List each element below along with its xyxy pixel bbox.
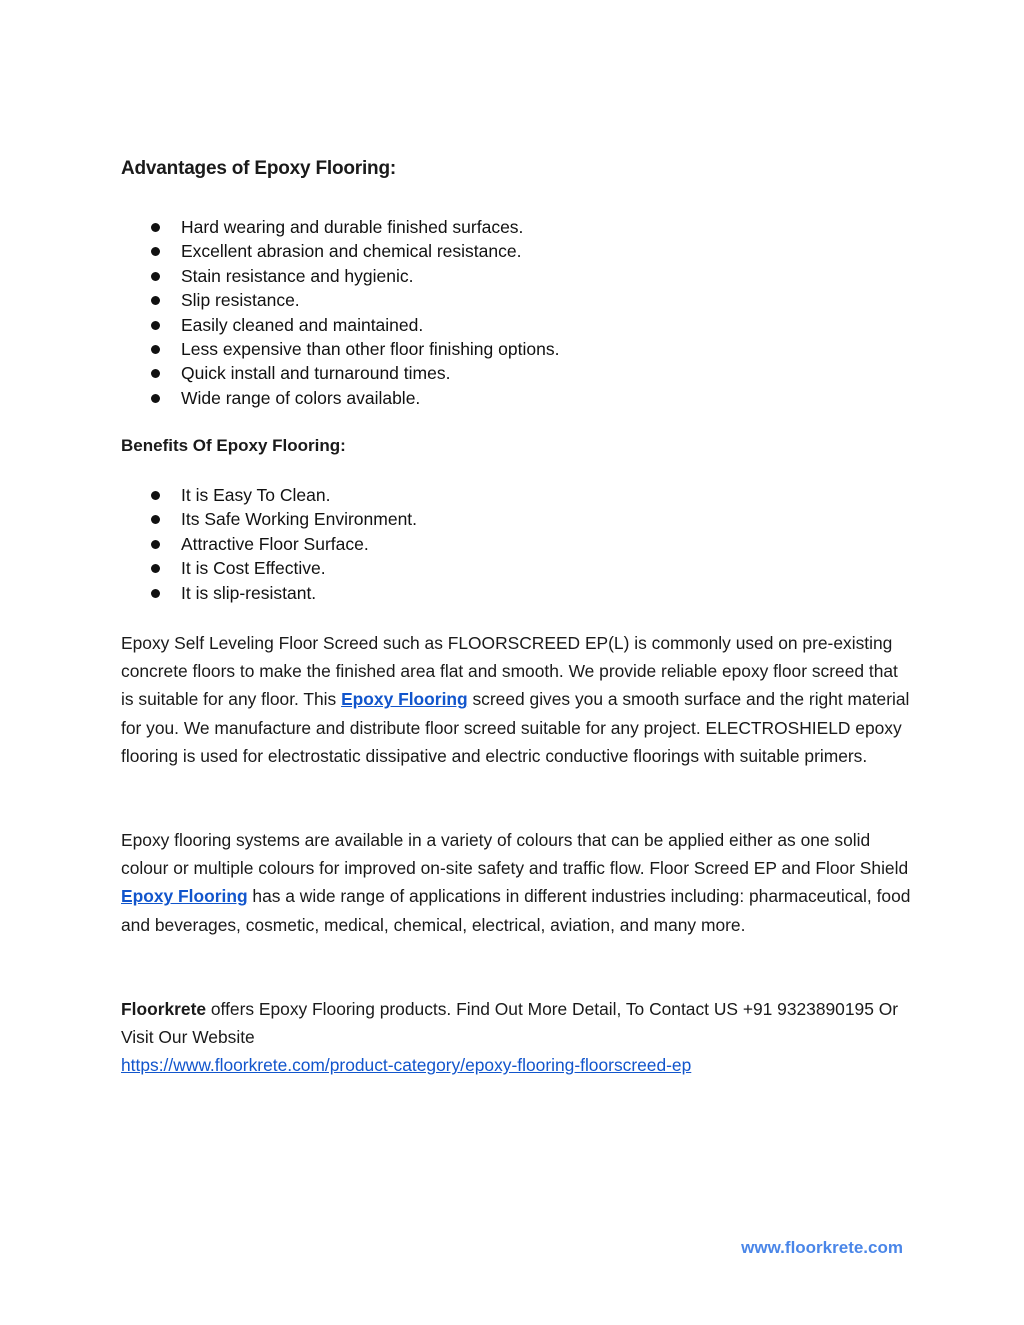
bullet-icon (151, 247, 160, 256)
list-item: Easily cleaned and maintained. (121, 313, 559, 337)
list-item: Quick install and turnaround times. (121, 361, 559, 385)
bullet-icon (151, 394, 160, 403)
colours-paragraph: Epoxy flooring systems are available in a variety of colours that can be applied either as one solid colour or multiple colours for improved on-site safety and traffic flow. Floor Screed EP and Floor Shield Epoxy Flooring has a wide range of applications in different industries including: pharmaceutical, food and beverages, cosmetic, medical, chemical, electrical, aviation, and many more. (121, 830, 911, 935)
contact-paragraph: Floorkrete offers Epoxy Flooring products. Find Out More Detail, To Contact US +91 9323890195 Or Visit Our Website https://www.floorkrete.com/product-category/epoxy-flooring-floorscreed-ep (121, 999, 899, 1076)
bullet-icon (151, 369, 160, 378)
list-item: Excellent abrasion and chemical resistance. (121, 239, 559, 263)
bullet-icon (151, 540, 160, 549)
screed-paragraph: Epoxy Self Leveling Floor Screed such as FLOORSCREED EP(L) is commonly used on pre-existing concrete floors to make the finished area flat and smooth. We provide reliable epoxy floor screed that is suitable for any floor. This Epoxy Flooring screed gives you a smooth surface and the right material for you. We manufacture and distribute floor screed suitable for any project. ELECTROSHIELD epoxy flooring is used for electrostatic dissipative and electric conductive floorings with suitable primers. (121, 633, 910, 766)
epoxy-flooring-link[interactable]: Epoxy Flooring (121, 886, 248, 907)
bullet-icon (151, 296, 160, 305)
list-item: It is slip-resistant. (121, 581, 417, 605)
website-link[interactable]: https://www.floorkrete.com/product-category/epoxy-flooring-floorscreed-ep (121, 1055, 692, 1076)
advantages-list (121, 215, 559, 410)
list-item: It is Cost Effective. (121, 556, 417, 580)
list-item: Less expensive than other floor finishing options. (121, 337, 559, 361)
footer-website-link[interactable]: www.floorkrete.com (741, 1238, 903, 1257)
bullet-icon (151, 589, 160, 598)
list-item: Slip resistance. (121, 288, 559, 312)
list-item: Attractive Floor Surface. (121, 532, 417, 556)
list-item: It is Easy To Clean. (121, 483, 417, 507)
advantages-heading: Advantages of Epoxy Flooring: (121, 158, 396, 179)
bullet-icon (151, 272, 160, 281)
list-item: Stain resistance and hygienic. (121, 264, 559, 288)
epoxy-flooring-link[interactable]: Epoxy Flooring (341, 689, 468, 710)
benefits-heading: Benefits Of Epoxy Flooring: (121, 436, 346, 455)
brand-name: Floorkrete (121, 999, 207, 1019)
list-item: Wide range of colors available. (121, 386, 559, 410)
bullet-icon (151, 223, 160, 232)
bullet-icon (151, 564, 160, 573)
bullet-icon (151, 345, 160, 354)
list-item: Hard wearing and durable finished surfaces. (121, 215, 559, 239)
bullet-icon (151, 321, 160, 330)
bullet-icon (151, 515, 160, 524)
benefits-list (121, 483, 417, 605)
bullet-icon (151, 491, 160, 500)
list-item: Its Safe Working Environment. (121, 507, 417, 531)
